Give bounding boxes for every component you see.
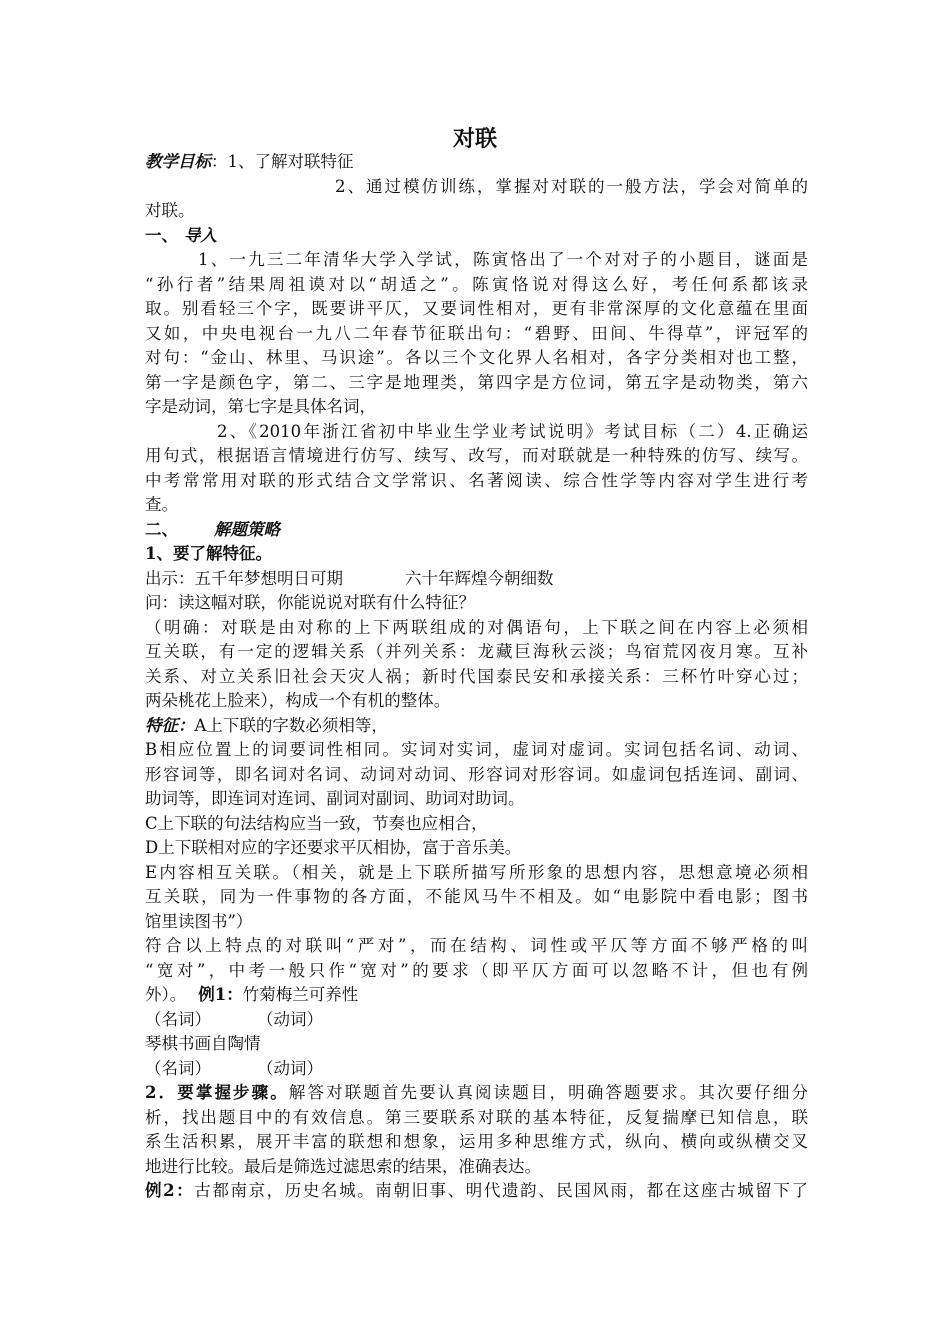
part-of-speech-line: （名词） （动词） [145,1058,323,1078]
objective-line-1: 教学目标：1、了解对联特征 [145,152,354,171]
paragraph-line: 析，找出题目中的有效信息。第三要联系对联的基本特征，反复揣摩已知信息，联 [145,1107,808,1127]
question-line: 问：读这幅对联，你能说说对联有什么特征？ [145,593,475,612]
paragraph-line: 查。 [145,495,178,514]
example-2-line: 例2：古都南京，历史名城。南朝旧事、明代遗韵、民国风雨，都在这座古城留下了 [145,1181,809,1200]
objective-label: 教学目标 [145,152,211,171]
example-couplet: 出示：五千年梦想明日可期 六十年辉煌今朝细数 [145,568,554,588]
example-2-label: 例2： [145,1181,195,1200]
section-heading-intro: 一、 导入 [145,225,217,245]
paragraph-line: “宽对”，中考一般只作“宽对”的要求（即平仄方面可以忽略不计，但也有例 [145,960,808,980]
objective-line-2: 2、通过模仿训练，掌握对对联的一般方法，学会对简单的 [335,176,808,196]
paragraph-line: 又如，中央电视台一九八二年春节征联出句：“碧野、田间、牛得草”，评冠军的 [145,323,808,343]
paragraph-line: 字是动词，第七字是具体名词， [145,397,376,416]
paragraph-line: 对句：“金山、林里、马识途”。各以三个文化界人名相对，各字分类相对也工整， [145,348,808,367]
paragraph-line: 用句式，根据语言情境进行仿写、续写、改写，而对联就是一种特殊的仿写、续写。 [145,446,808,465]
subheading-features: 1、要了解特征。 [145,544,272,563]
page-title: 对联 [452,127,497,152]
example-1-label: 例1： [198,985,243,1004]
paragraph-line: 形容词等，即名词对名词、动词对动词、形容词对形容词。如虚词包括连词、副词、 [145,764,808,784]
paragraph-line: 取。别看轻三个字，既要讲平仄，又要词性相对，更有非常深厚的文化意蕴在里面 [145,299,808,318]
section-heading-strategy: 二、 解题策略 [145,519,280,539]
features-label: 特征： [145,715,195,735]
paragraph-line: 系生活积累，展开丰富的联想和想象，运用多种思维方式，纵向、横向或纵横交叉 [145,1132,808,1151]
paragraph-line: “孙行者”结果周祖谟对以“胡适之”。陈寅恪说对得这么好，考任何系都该录 [145,274,808,294]
paragraph-line: C上下联的句法结构应当一致，节奏也应相合， [145,813,488,833]
document-body [145,150,808,1204]
example-1-line: 外）。 例1：竹菊梅兰可养性 [145,985,359,1004]
paragraph-line: 馆里读图书”） [145,911,253,931]
paragraph-line: 符合以上特点的对联叫“严对”，而在结构、词性或平仄等方面不够严格的叫 [145,936,808,955]
paragraph-line: 1、一九三二年清华大学入学试，陈寅恪出了一个对对子的小题目，谜面是 [198,250,808,269]
paragraph-line: （明确：对联是由对称的上下两联组成的对偶语句，上下联之间在内容上必须相 [145,617,808,637]
example-1-second-line: 琴棋书画自陶情 [145,1034,261,1053]
paragraph-line: 关系、对立关系旧社会天灾人祸；新时代国泰民安和承接关系：三杯竹叶穿心过； [145,666,808,686]
paragraph-line: 两朵桃花上脸来），构成一个有机的整体。 [145,691,451,710]
paragraph-line: 地进行比较。最后是筛选过滤思索的结果，准确表达。 [145,1156,541,1176]
paragraph-line: 2、《2010年浙江省初中毕业生学业考试说明》考试目标（二）4.正确运 [217,421,808,441]
paragraph-line: 互关联，同为一件事物的各方面，不能风马牛不相及。如“电影院中看电影；图书 [145,887,808,906]
paragraph-line: D上下联相对应的字还要求平仄相协，富于音乐美。 [145,838,522,857]
paragraph-line: 中考常常用对联的形式结合文学常识、名著阅读、综合性学等内容对学生进行考 [145,470,808,490]
features-line: 特征：A上下联的字数必须相等， [145,715,388,735]
paragraph-line: B相应位置上的词要词性相同。实词对实词，虚词对虚词。实词包括名词、动词、 [145,740,808,759]
subheading-steps: 2．要掌握步骤。 [145,1083,289,1102]
paragraph-line: 第一字是颜色字，第二、三字是地理类，第四字是方位词，第五字是动物类，第六 [145,372,808,392]
objective-line-3: 对联。 [145,201,195,220]
part-of-speech-line: （名词） （动词） [145,1009,323,1029]
paragraph-line: E内容相互关联。（相关，就是上下联所描写所形象的思想内容，思想意境必须相 [145,862,808,882]
paragraph-line: 互关联，有一定的逻辑关系（并列关系：龙藏巨海秋云淡；鸟宿荒冈夜月寒。互补 [145,642,808,661]
steps-line: 2．要掌握步骤。解答对联题首先要认真阅读题目，明确答题要求。其次要仔细分 [145,1083,809,1102]
paragraph-line: 助词等，即连词对连词、副词对副词、助词对助词。 [145,789,525,808]
